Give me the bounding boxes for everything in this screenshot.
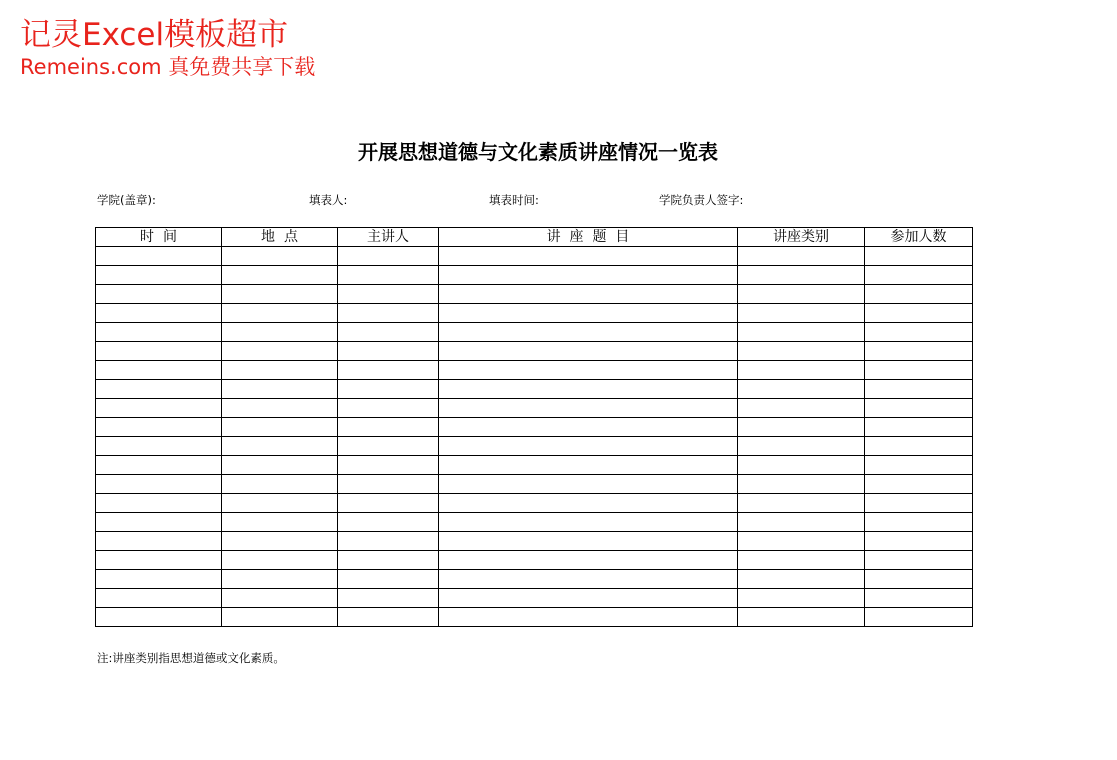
table-cell[interactable] [865, 380, 973, 399]
table-cell[interactable] [738, 361, 865, 380]
table-cell[interactable] [738, 570, 865, 589]
table-cell[interactable] [439, 361, 738, 380]
table-row [96, 589, 973, 608]
table-cell[interactable] [222, 323, 338, 342]
table-cell[interactable] [439, 247, 738, 266]
table-cell[interactable] [738, 437, 865, 456]
table-cell[interactable] [738, 247, 865, 266]
table-cell[interactable] [96, 323, 222, 342]
table-cell[interactable] [439, 323, 738, 342]
table-cell[interactable] [865, 475, 973, 494]
table-cell[interactable] [338, 475, 439, 494]
watermark [20, 17, 316, 79]
table-cell[interactable] [439, 456, 738, 475]
table-cell[interactable] [222, 247, 338, 266]
table-cell[interactable] [338, 247, 439, 266]
table-body [96, 247, 973, 627]
table-cell[interactable] [439, 266, 738, 285]
table-cell[interactable] [865, 342, 973, 361]
table-cell[interactable] [222, 608, 338, 627]
watermark-tagline: Remeins.com 真免费共享下载 [20, 55, 316, 79]
table-row [96, 532, 973, 551]
fill-time-label: 填表时间: [489, 193, 539, 207]
table-cell[interactable] [338, 361, 439, 380]
table-cell[interactable] [738, 399, 865, 418]
table-cell[interactable] [222, 551, 338, 570]
table-cell[interactable] [338, 266, 439, 285]
table-cell[interactable] [96, 608, 222, 627]
table-cell[interactable] [222, 570, 338, 589]
table-cell[interactable] [439, 494, 738, 513]
table-cell[interactable] [738, 475, 865, 494]
table-cell[interactable] [865, 589, 973, 608]
table-cell[interactable] [338, 513, 439, 532]
table-row [96, 513, 973, 532]
table-cell[interactable] [96, 247, 222, 266]
table-cell[interactable] [96, 570, 222, 589]
head-signature-label: 学院负责人签字: [659, 193, 744, 207]
table-cell[interactable] [439, 532, 738, 551]
table-cell[interactable] [738, 494, 865, 513]
table-cell[interactable] [439, 285, 738, 304]
table-cell[interactable] [222, 342, 338, 361]
table-cell[interactable] [96, 532, 222, 551]
table-cell[interactable] [96, 380, 222, 399]
table-cell[interactable] [865, 456, 973, 475]
table-cell[interactable] [865, 608, 973, 627]
table-cell[interactable] [338, 323, 439, 342]
table-cell[interactable] [222, 532, 338, 551]
table-cell[interactable] [96, 266, 222, 285]
table-cell[interactable] [439, 437, 738, 456]
table-cell[interactable] [96, 589, 222, 608]
table-cell[interactable] [222, 437, 338, 456]
table-cell[interactable] [96, 342, 222, 361]
table-cell[interactable] [338, 437, 439, 456]
table-cell[interactable] [222, 399, 338, 418]
table-cell[interactable] [738, 532, 865, 551]
table-cell[interactable] [865, 570, 973, 589]
table-row [96, 570, 973, 589]
table-cell[interactable] [738, 266, 865, 285]
document-title: 开展思想道德与文化素质讲座情况一览表 [358, 140, 718, 164]
table-cell[interactable] [338, 418, 439, 437]
table-row [96, 266, 973, 285]
table-cell[interactable] [96, 494, 222, 513]
table-cell[interactable] [439, 380, 738, 399]
table-cell[interactable] [222, 304, 338, 323]
table-cell[interactable] [865, 285, 973, 304]
table-cell[interactable] [96, 551, 222, 570]
table-row [96, 437, 973, 456]
table-cell[interactable] [439, 608, 738, 627]
table-cell[interactable] [439, 304, 738, 323]
table-cell[interactable] [439, 418, 738, 437]
table-cell[interactable] [865, 513, 973, 532]
table-cell[interactable] [738, 380, 865, 399]
table-cell[interactable] [865, 399, 973, 418]
table-row [96, 380, 973, 399]
table-cell[interactable] [222, 513, 338, 532]
table-cell[interactable] [338, 456, 439, 475]
table-row [96, 456, 973, 475]
lecture-table [95, 227, 973, 627]
table-cell[interactable] [439, 342, 738, 361]
table-cell[interactable] [338, 304, 439, 323]
table-cell[interactable] [338, 399, 439, 418]
table-cell[interactable] [439, 589, 738, 608]
table-cell[interactable] [738, 418, 865, 437]
table-row [96, 342, 973, 361]
table-cell[interactable] [439, 513, 738, 532]
table-cell[interactable] [338, 551, 439, 570]
table-cell[interactable] [338, 342, 439, 361]
table-cell[interactable] [738, 304, 865, 323]
table-header-row [96, 228, 973, 247]
table-cell[interactable] [96, 456, 222, 475]
table-cell[interactable] [865, 494, 973, 513]
table-cell[interactable] [338, 608, 439, 627]
table-cell[interactable] [338, 532, 439, 551]
table-cell[interactable] [338, 494, 439, 513]
table-cell[interactable] [96, 475, 222, 494]
table-row [96, 399, 973, 418]
table-cell[interactable] [96, 361, 222, 380]
table-cell[interactable] [738, 551, 865, 570]
table-row [96, 247, 973, 266]
table-cell[interactable] [96, 399, 222, 418]
table-cell[interactable] [338, 570, 439, 589]
table-cell[interactable] [338, 380, 439, 399]
table-cell[interactable] [439, 570, 738, 589]
table-cell[interactable] [865, 361, 973, 380]
table-cell[interactable] [865, 551, 973, 570]
table-cell[interactable] [222, 589, 338, 608]
header-category: 讲座类别 [738, 228, 865, 247]
table-cell[interactable] [865, 247, 973, 266]
college-stamp-label: 学院(盖章): [97, 193, 156, 207]
table-cell[interactable] [222, 475, 338, 494]
table-cell[interactable] [865, 418, 973, 437]
table-cell[interactable] [222, 380, 338, 399]
header-attendance: 参加人数 [865, 228, 973, 247]
table-cell[interactable] [96, 285, 222, 304]
table-cell[interactable] [439, 399, 738, 418]
table-row [96, 285, 973, 304]
table-row [96, 494, 973, 513]
table-cell[interactable] [96, 418, 222, 437]
table-cell[interactable] [738, 456, 865, 475]
table-cell[interactable] [865, 532, 973, 551]
table-cell[interactable] [738, 285, 865, 304]
watermark-brand: 记灵Excel模板超市 [20, 17, 289, 53]
table-row [96, 361, 973, 380]
table-cell[interactable] [222, 494, 338, 513]
header-speaker: 主讲人 [338, 228, 439, 247]
table-row [96, 608, 973, 627]
table-cell[interactable] [738, 608, 865, 627]
footnote: 注:讲座类别指思想道德或文化素质。 [97, 651, 285, 665]
table-row [96, 551, 973, 570]
table-cell[interactable] [439, 475, 738, 494]
filler-label: 填表人: [309, 193, 348, 207]
table-cell[interactable] [865, 266, 973, 285]
table-cell[interactable] [222, 266, 338, 285]
table-cell[interactable] [222, 418, 338, 437]
table-cell[interactable] [96, 304, 222, 323]
table-cell[interactable] [222, 456, 338, 475]
table-cell[interactable] [439, 551, 738, 570]
table-cell[interactable] [865, 323, 973, 342]
table-row [96, 418, 973, 437]
table-cell[interactable] [738, 589, 865, 608]
table-cell[interactable] [96, 437, 222, 456]
table-cell[interactable] [738, 342, 865, 361]
header-topic: 讲 座 题 目 [439, 228, 738, 247]
table-row [96, 323, 973, 342]
table-cell[interactable] [338, 285, 439, 304]
table-cell[interactable] [222, 361, 338, 380]
table-cell[interactable] [338, 589, 439, 608]
header-time: 时 间 [96, 228, 222, 247]
table-row [96, 304, 973, 323]
header-location: 地 点 [222, 228, 338, 247]
table-cell[interactable] [865, 437, 973, 456]
table-cell[interactable] [738, 323, 865, 342]
table-cell[interactable] [96, 513, 222, 532]
table-cell[interactable] [738, 513, 865, 532]
table-row [96, 475, 973, 494]
table-cell[interactable] [222, 285, 338, 304]
table-cell[interactable] [865, 304, 973, 323]
